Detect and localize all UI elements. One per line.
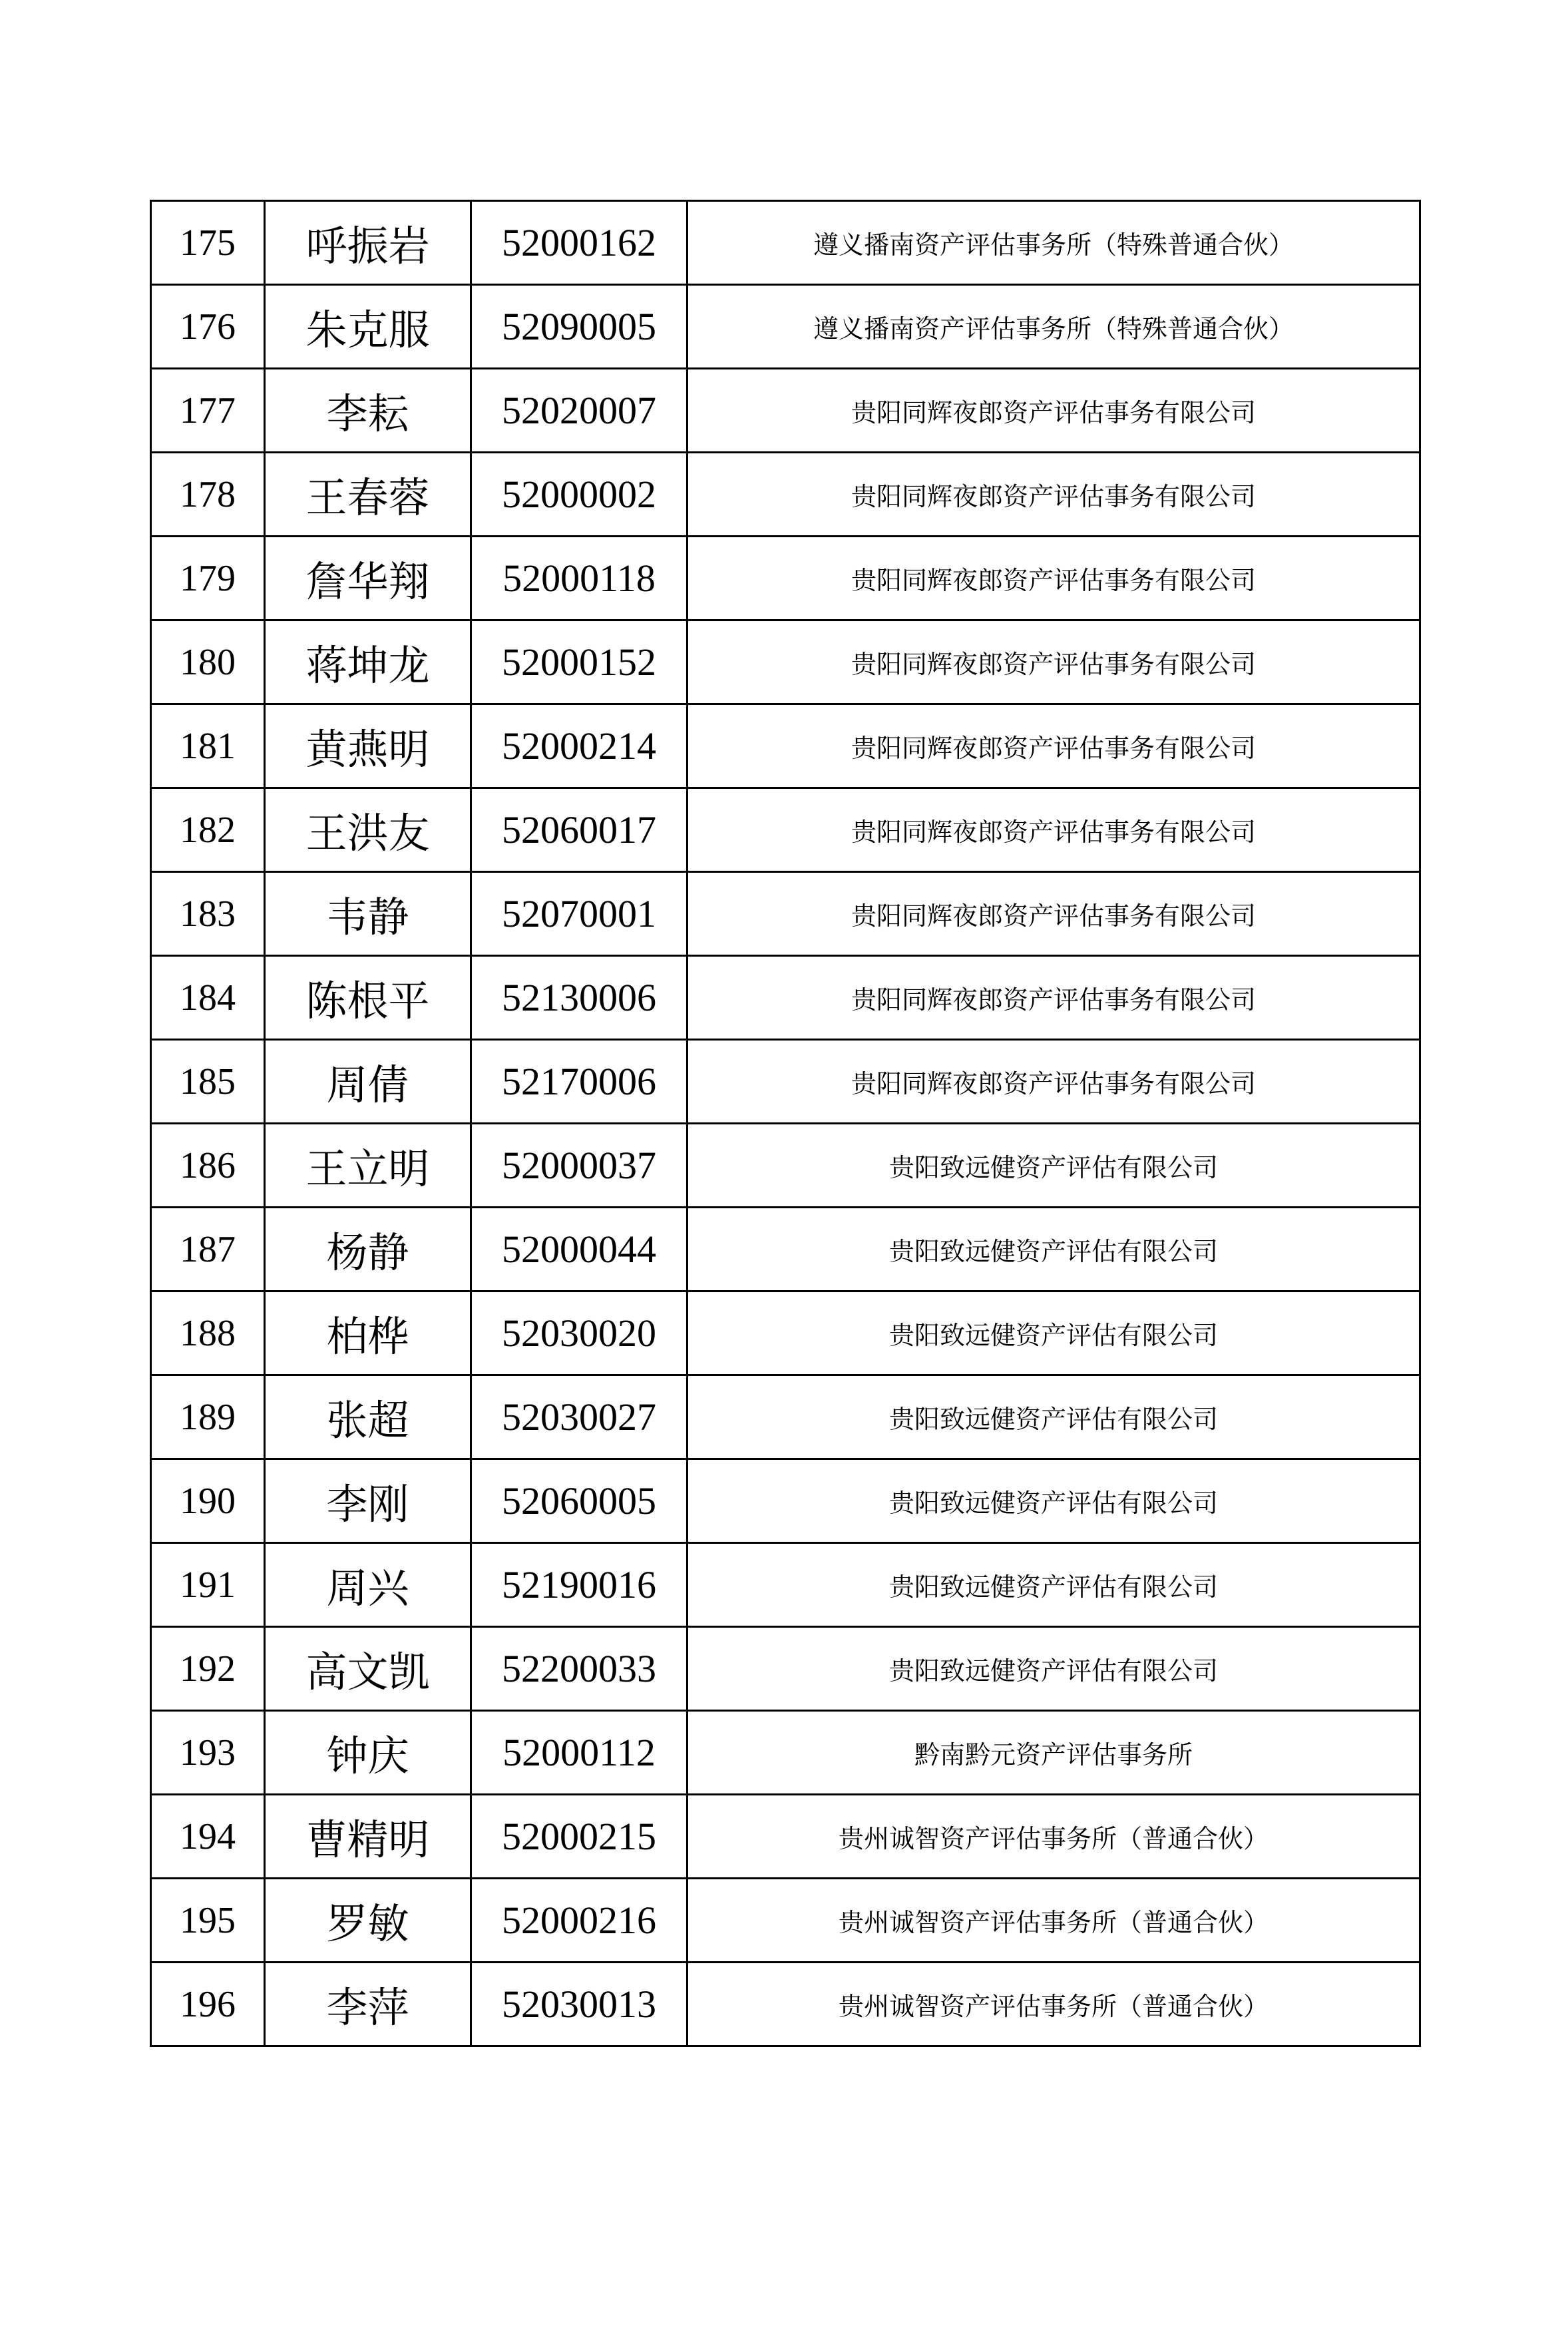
table-row (151, 1291, 1420, 1375)
name-cell: 詹华翔 (265, 537, 471, 620)
organization-cell: 遵义播南资产评估事务所（特殊普通合伙） (687, 201, 1420, 285)
row-number-cell: 183 (151, 872, 265, 956)
table-row (151, 1711, 1420, 1795)
roster-table (150, 200, 1421, 2047)
certificate-number-cell: 52190016 (471, 1543, 687, 1627)
name-cell: 杨静 (265, 1208, 471, 1291)
table-row (151, 956, 1420, 1040)
table-row (151, 1459, 1420, 1543)
row-number-cell: 190 (151, 1459, 265, 1543)
row-number-cell: 186 (151, 1124, 265, 1208)
row-number-cell: 180 (151, 620, 265, 704)
organization-cell: 贵州诚智资产评估事务所（普通合伙） (687, 1879, 1420, 1963)
name-cell: 张超 (265, 1375, 471, 1459)
organization-cell: 贵阳同辉夜郎资产评估事务有限公司 (687, 1040, 1420, 1124)
certificate-number-cell: 52000215 (471, 1795, 687, 1879)
certificate-number-cell: 52000216 (471, 1879, 687, 1963)
table-row (151, 1124, 1420, 1208)
certificate-number-cell: 52000118 (471, 537, 687, 620)
certificate-number-cell: 52000037 (471, 1124, 687, 1208)
table-row (151, 872, 1420, 956)
row-number-cell: 185 (151, 1040, 265, 1124)
certificate-number-cell: 52070001 (471, 872, 687, 956)
certificate-number-cell: 52020007 (471, 369, 687, 453)
row-number-cell: 176 (151, 285, 265, 369)
certificate-number-cell: 52000044 (471, 1208, 687, 1291)
organization-cell: 贵阳致远健资产评估有限公司 (687, 1543, 1420, 1627)
row-number-cell: 178 (151, 453, 265, 537)
name-cell: 李刚 (265, 1459, 471, 1543)
organization-cell: 贵阳致远健资产评估有限公司 (687, 1459, 1420, 1543)
row-number-cell: 182 (151, 788, 265, 872)
table-row (151, 620, 1420, 704)
row-number-cell: 187 (151, 1208, 265, 1291)
organization-cell: 贵阳同辉夜郎资产评估事务有限公司 (687, 620, 1420, 704)
certificate-number-cell: 52090005 (471, 285, 687, 369)
certificate-number-cell: 52030027 (471, 1375, 687, 1459)
table-row (151, 537, 1420, 620)
row-number-cell: 184 (151, 956, 265, 1040)
table-row (151, 1208, 1420, 1291)
name-cell: 李萍 (265, 1963, 471, 2046)
table-row (151, 1963, 1420, 2046)
row-number-cell: 191 (151, 1543, 265, 1627)
name-cell: 呼振岩 (265, 201, 471, 285)
table-row (151, 285, 1420, 369)
name-cell: 李耘 (265, 369, 471, 453)
name-cell: 周倩 (265, 1040, 471, 1124)
table-row (151, 1375, 1420, 1459)
organization-cell: 贵阳同辉夜郎资产评估事务有限公司 (687, 956, 1420, 1040)
certificate-number-cell: 52060017 (471, 788, 687, 872)
row-number-cell: 194 (151, 1795, 265, 1879)
name-cell: 黄燕明 (265, 704, 471, 788)
table-row (151, 201, 1420, 285)
certificate-number-cell: 52000214 (471, 704, 687, 788)
row-number-cell: 175 (151, 201, 265, 285)
name-cell: 钟庆 (265, 1711, 471, 1795)
certificate-number-cell: 52000162 (471, 201, 687, 285)
organization-cell: 贵阳致远健资产评估有限公司 (687, 1375, 1420, 1459)
organization-cell: 贵阳同辉夜郎资产评估事务有限公司 (687, 788, 1420, 872)
certificate-number-cell: 52130006 (471, 956, 687, 1040)
organization-cell: 遵义播南资产评估事务所（特殊普通合伙） (687, 285, 1420, 369)
organization-cell: 贵阳致远健资产评估有限公司 (687, 1291, 1420, 1375)
organization-cell: 黔南黔元资产评估事务所 (687, 1711, 1420, 1795)
name-cell: 周兴 (265, 1543, 471, 1627)
organization-cell: 贵阳同辉夜郎资产评估事务有限公司 (687, 704, 1420, 788)
table-row (151, 1879, 1420, 1963)
organization-cell: 贵州诚智资产评估事务所（普通合伙） (687, 1963, 1420, 2046)
row-number-cell: 195 (151, 1879, 265, 1963)
table-row (151, 453, 1420, 537)
table-row (151, 1543, 1420, 1627)
table-row (151, 704, 1420, 788)
row-number-cell: 193 (151, 1711, 265, 1795)
certificate-number-cell: 52000152 (471, 620, 687, 704)
row-number-cell: 192 (151, 1627, 265, 1711)
row-number-cell: 196 (151, 1963, 265, 2046)
organization-cell: 贵阳同辉夜郎资产评估事务有限公司 (687, 453, 1420, 537)
name-cell: 柏桦 (265, 1291, 471, 1375)
organization-cell: 贵阳致远健资产评估有限公司 (687, 1124, 1420, 1208)
row-number-cell: 188 (151, 1291, 265, 1375)
organization-cell: 贵州诚智资产评估事务所（普通合伙） (687, 1795, 1420, 1879)
table-row (151, 369, 1420, 453)
name-cell: 曹精明 (265, 1795, 471, 1879)
row-number-cell: 181 (151, 704, 265, 788)
certificate-number-cell: 52170006 (471, 1040, 687, 1124)
name-cell: 陈根平 (265, 956, 471, 1040)
name-cell: 高文凯 (265, 1627, 471, 1711)
certificate-number-cell: 52200033 (471, 1627, 687, 1711)
name-cell: 王立明 (265, 1124, 471, 1208)
row-number-cell: 177 (151, 369, 265, 453)
table-row (151, 788, 1420, 872)
name-cell: 韦静 (265, 872, 471, 956)
certificate-number-cell: 52060005 (471, 1459, 687, 1543)
table-row (151, 1040, 1420, 1124)
row-number-cell: 189 (151, 1375, 265, 1459)
name-cell: 王洪友 (265, 788, 471, 872)
organization-cell: 贵阳同辉夜郎资产评估事务有限公司 (687, 369, 1420, 453)
certificate-number-cell: 52030020 (471, 1291, 687, 1375)
row-number-cell: 179 (151, 537, 265, 620)
name-cell: 王春蓉 (265, 453, 471, 537)
roster-body (151, 201, 1420, 2046)
name-cell: 罗敏 (265, 1879, 471, 1963)
name-cell: 蒋坤龙 (265, 620, 471, 704)
organization-cell: 贵阳致远健资产评估有限公司 (687, 1208, 1420, 1291)
certificate-number-cell: 52000112 (471, 1711, 687, 1795)
organization-cell: 贵阳同辉夜郎资产评估事务有限公司 (687, 537, 1420, 620)
organization-cell: 贵阳致远健资产评估有限公司 (687, 1627, 1420, 1711)
table-row (151, 1627, 1420, 1711)
certificate-number-cell: 52030013 (471, 1963, 687, 2046)
organization-cell: 贵阳同辉夜郎资产评估事务有限公司 (687, 872, 1420, 956)
table-row (151, 1795, 1420, 1879)
name-cell: 朱克服 (265, 285, 471, 369)
certificate-number-cell: 52000002 (471, 453, 687, 537)
